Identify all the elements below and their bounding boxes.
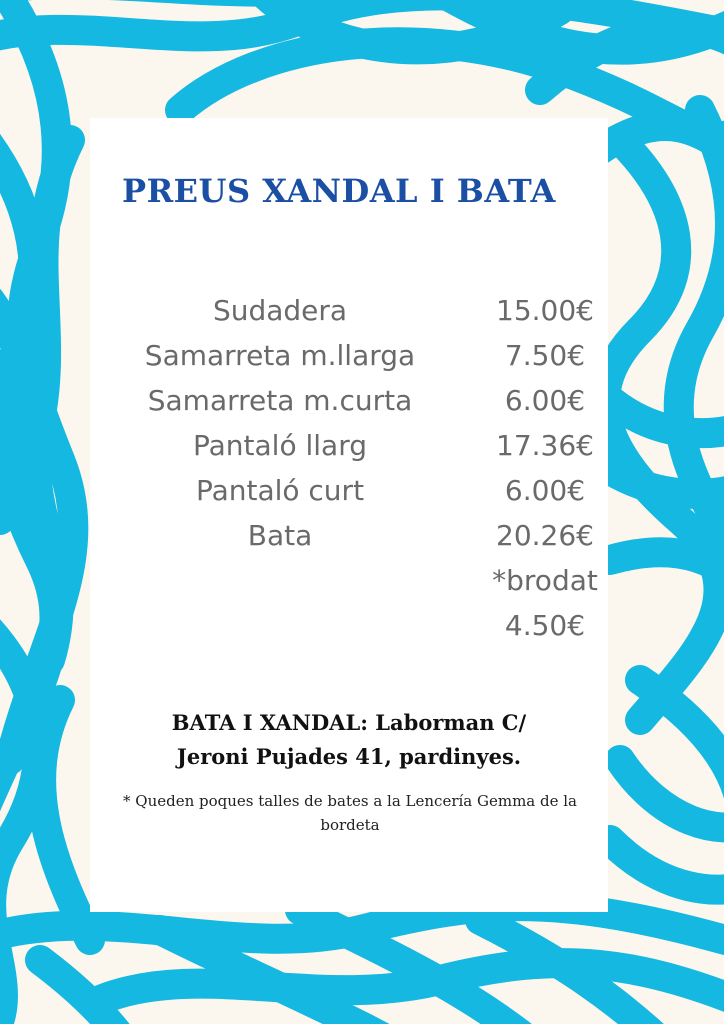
price-row bbox=[90, 558, 608, 603]
price-row bbox=[90, 468, 608, 513]
page-title: PREUS XANDAL I BATA bbox=[122, 172, 556, 210]
item-price: 17.36€ bbox=[496, 429, 594, 462]
price-list bbox=[90, 288, 608, 648]
price-row bbox=[90, 378, 608, 423]
item-name: Samarreta m.llarga bbox=[144, 339, 416, 372]
item-price: 7.50€ bbox=[504, 339, 586, 372]
item-name: Sudadera bbox=[212, 294, 348, 327]
item-price: 15.00€ bbox=[496, 294, 594, 327]
item-name: Pantaló curt bbox=[195, 474, 365, 507]
price-row bbox=[90, 423, 608, 468]
price-row bbox=[90, 513, 608, 558]
item-price: 6.00€ bbox=[504, 384, 586, 417]
item-name: Samarreta m.curta bbox=[147, 384, 413, 417]
item-price: 6.00€ bbox=[504, 474, 586, 507]
item-name: Pantaló llarg bbox=[193, 429, 367, 462]
item-price: 20.26€ bbox=[496, 519, 594, 552]
price-row bbox=[90, 333, 608, 378]
address-line: BATA I XANDAL: Laborman C/ bbox=[171, 710, 527, 735]
item-price: 4.50€ bbox=[504, 609, 586, 642]
price-row bbox=[90, 603, 608, 648]
address-line: Jeroni Pujades 41, pardinyes. bbox=[176, 744, 522, 769]
stock-note: * Queden poques talles de bates a la Lencería Gemma de la bordeta bbox=[123, 792, 577, 834]
item-price: *brodat bbox=[492, 564, 598, 597]
item-name: Bata bbox=[247, 519, 313, 552]
store-address bbox=[90, 706, 608, 774]
price-row bbox=[90, 288, 608, 333]
